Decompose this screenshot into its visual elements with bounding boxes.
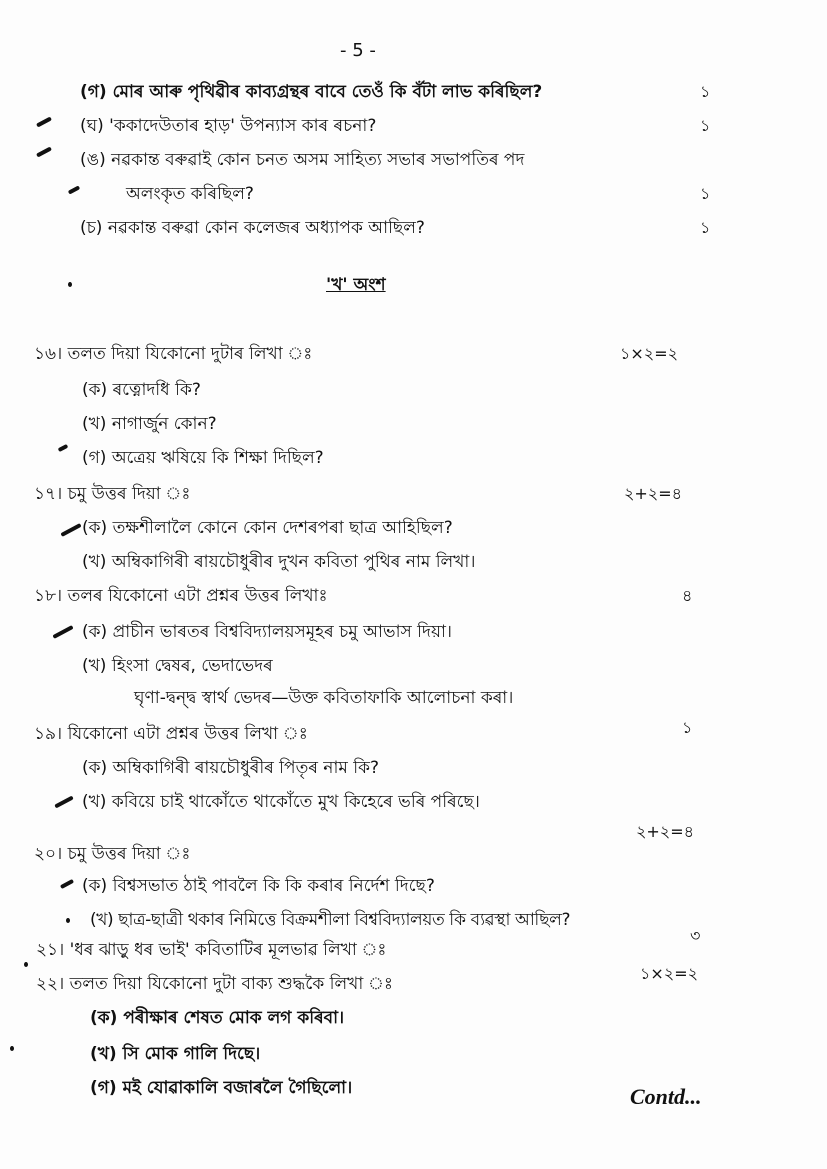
question-marks: ১×২=২: [640, 964, 699, 983]
sub-question: [90, 1076, 352, 1100]
item-label: (ঘ): [80, 116, 104, 136]
pen-tick-mark: [54, 796, 74, 809]
sub-label: (খ): [82, 656, 107, 676]
item-marks: ১: [700, 218, 711, 237]
question-marks: ২+২=৪: [636, 822, 695, 841]
question-marks: ১×২=২: [620, 344, 679, 363]
question-number: ১৮।: [34, 586, 63, 606]
question-item: [80, 148, 524, 172]
sub-text: প্ৰাচীন ভাৰতৰ বিশ্ববিদ্যালয়সমূহৰ চমু আভাস দিয়া।: [112, 622, 452, 642]
sub-text: সি মোক গালি দিছে।: [122, 1044, 261, 1064]
sub-question: [82, 654, 273, 678]
question-heading: [36, 938, 387, 962]
question-heading: [34, 584, 328, 608]
sub-text: ছাত্ৰ-ছাত্ৰী থকাৰ নিমিত্তে বিক্ৰমশীলা বিশ্ববিদ্যালয়ত কি ব্যৱস্থা আছিল?: [118, 910, 571, 930]
item-text: নৱকান্ত বৰুৱা কোন কলেজৰ অধ্যাপক আছিল?: [107, 218, 425, 238]
question-marks: ৩: [690, 926, 701, 945]
pen-mark: [24, 962, 28, 967]
question-heading: [34, 342, 312, 366]
pen-mark: [10, 1046, 14, 1051]
sub-text: অম্বিকাগিৰী ৰায়চৌধুৰীৰ পিতৃৰ নাম কি?: [112, 758, 380, 778]
question-number: ২০।: [34, 844, 63, 864]
question-number: ১৯।: [34, 724, 63, 744]
sub-label: (ক): [90, 1008, 118, 1028]
question-prompt: তলৰ যিকোনো এটা প্ৰশ্নৰ উত্তৰ লিখাঃ: [67, 586, 328, 606]
sub-text: মই যোৱাকালি বজাৰলৈ গৈছিলো।: [122, 1078, 353, 1098]
question-heading: [34, 722, 308, 746]
sub-question: [82, 516, 453, 540]
question-marks: ১: [682, 718, 693, 737]
pen-tick-mark: [60, 879, 74, 889]
question-prompt: চমু উত্তৰ দিয়া ঃ: [67, 484, 191, 504]
pen-mark: [66, 918, 70, 923]
page-number: - 5 -: [340, 40, 376, 61]
sub-continuation: ঘৃণা-দ্বন্দ্ব স্বাৰ্থ ভেদৰ—উক্ত কবিতাফাকি আলোচনা কৰা।: [134, 688, 514, 708]
question-marks: ২+২=৪: [624, 484, 683, 503]
item-text: মোৰ আৰু পৃথিৱীৰ কাব্যগ্ৰন্থৰ বাবে তেওঁ কি বঁটা লাভ কৰিছিল?: [112, 82, 543, 102]
item-label: (গ): [80, 82, 107, 102]
question-number: ১৭।: [34, 484, 63, 504]
sub-label: (খ): [90, 910, 114, 930]
sub-question: [82, 412, 217, 436]
sub-label: (ক): [82, 876, 108, 896]
sub-label: (ক): [82, 380, 108, 400]
section-title: 'খ' অংশ: [326, 275, 386, 295]
sub-question: [82, 756, 379, 780]
sub-question: [82, 550, 475, 574]
sub-label: (খ): [82, 414, 107, 434]
question-number: ১৬।: [34, 344, 63, 364]
pen-tick-mark: [60, 523, 81, 537]
sub-text: তক্ষশীলালৈ কোনে কোন দেশৰপৰা ছাত্ৰ আহিছিল?: [112, 518, 453, 538]
sub-text: ৰত্নোদধি কি?: [112, 380, 201, 400]
item-text: 'ককাদেউতাৰ হাড়' উপন্যাস কাৰ ৰচনা?: [109, 116, 377, 136]
pen-tick-mark: [52, 625, 73, 639]
sub-label: (ক): [82, 758, 108, 778]
sub-text: বিশ্বসভাত ঠাই পাবলৈ কি কি কৰাৰ নিৰ্দেশ দিছে?: [112, 876, 435, 896]
pen-tick-mark: [58, 444, 69, 452]
sub-text: হিংসা দ্বেষৰ, ভেদাভেদৰ: [111, 656, 273, 676]
question-prompt: যিকোনো এটা প্ৰশ্নৰ উত্তৰ লিখা ঃ: [67, 724, 308, 744]
question-prompt: তলত দিয়া যিকোনো দুটা বাক্য শুদ্ধকৈ লিখা ঃ: [69, 974, 393, 994]
sub-label: (গ): [82, 448, 107, 468]
question-item: [80, 216, 425, 240]
question-heading: [34, 842, 190, 866]
pen-tick-mark: [68, 185, 80, 194]
item-marks: ১: [700, 82, 711, 101]
question-item: [80, 80, 542, 104]
sub-question: [82, 620, 452, 644]
question-number: ২১।: [36, 940, 65, 960]
sub-question: [82, 378, 201, 402]
sub-text: অম্বিকাগিৰী ৰায়চৌধুৰীৰ দুখন কবিতা পুথিৰ নাম লিখা।: [111, 552, 476, 572]
sub-text: নাগাৰ্জুন কোন?: [111, 414, 217, 434]
question-number: ২২।: [36, 974, 65, 994]
item-text: নৱকান্ত বৰুৱাই কোন চনত অসম সাহিত্য সভাৰ সভাপতিৰ পদ: [111, 150, 525, 170]
sub-question: [82, 874, 435, 898]
question-marks: ৪: [682, 586, 693, 605]
sub-question: [90, 1006, 344, 1030]
sub-label: (খ): [82, 552, 107, 572]
sub-question: [90, 908, 570, 932]
item-label: (চ): [80, 218, 103, 238]
sub-text: অত্ৰেয় ঋষিয়ে কি শিক্ষা দিছিল?: [111, 448, 324, 468]
sub-question: [82, 446, 324, 470]
pen-tick-mark: [36, 116, 52, 127]
sub-question: [90, 1042, 260, 1066]
item-continuation: অলংকৃত কৰিছিল?: [126, 184, 254, 204]
item-label: (ঙ): [80, 150, 106, 170]
item-marks: ১: [700, 116, 711, 135]
question-item: [80, 114, 376, 138]
sub-text: পৰীক্ষাৰ শেষত মোক লগ কৰিবা।: [123, 1008, 345, 1028]
pen-tick-mark: [36, 146, 52, 157]
item-marks: ১: [700, 184, 711, 203]
question-heading: [36, 972, 393, 996]
continued-label: Contd...: [630, 1084, 702, 1109]
question-prompt: 'ধৰ ঝাড়ু ধৰ ভাই' কবিতাটিৰ মূলভাৱ লিখা ঃ: [69, 940, 387, 960]
sub-label: (গ): [90, 1078, 117, 1098]
pen-mark: [68, 282, 72, 287]
sub-text: কবিয়ে চাই থাকোঁতে থাকোঁতে মুখ কিহেৰে ভৰি পৰিছে।: [111, 792, 480, 812]
question-prompt: তলত দিয়া যিকোনো দুটাৰ লিখা ঃ: [67, 344, 313, 364]
sub-label: (খ): [90, 1044, 117, 1064]
sub-label: (ক): [82, 518, 108, 538]
sub-label: (ক): [82, 622, 108, 642]
sub-label: (খ): [82, 792, 107, 812]
question-heading: [34, 482, 190, 506]
question-prompt: চমু উত্তৰ দিয়া ঃ: [67, 844, 191, 864]
sub-question: [82, 790, 480, 814]
